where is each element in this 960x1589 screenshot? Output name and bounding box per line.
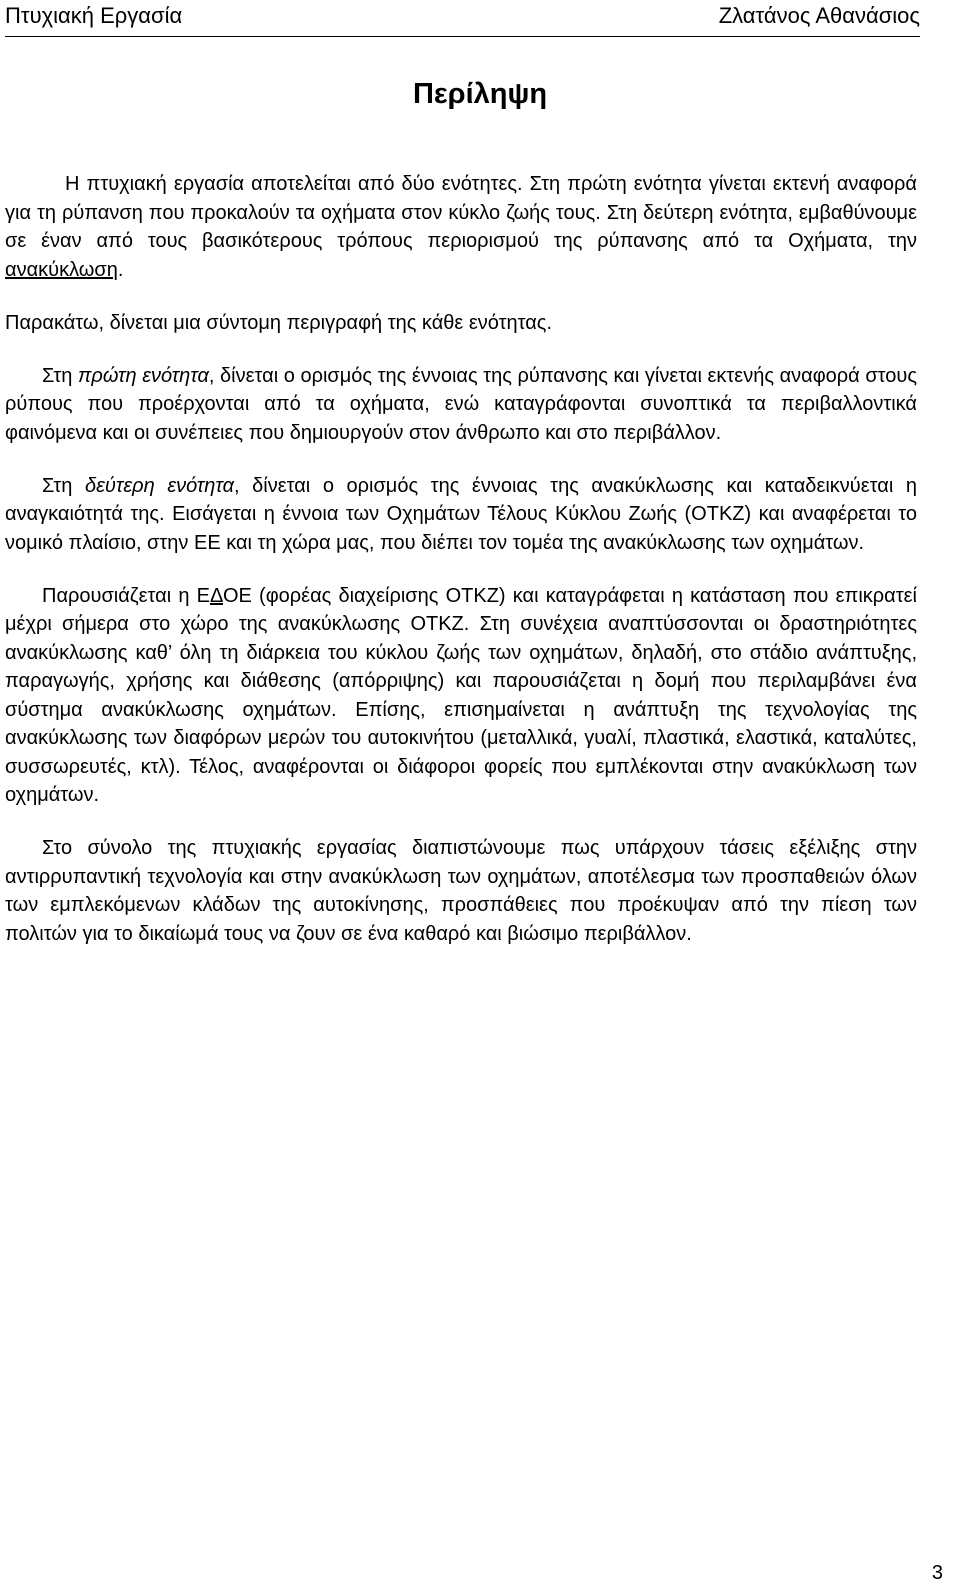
header-author: Ζλατάνος Αθανάσιος: [718, 3, 920, 28]
paragraph-overview: Παρακάτω, δίνεται μια σύντομη περιγραφή της κάθε ενότητας.: [5, 311, 553, 334]
abstract-body: [5, 170, 917, 948]
underlined-letter: Δ: [210, 584, 223, 607]
running-header: [5, 0, 920, 37]
paragraph-section-one: Στη πρώτη ενότητα, δίνεται ο ορισμός της έννοιας της ρύπανσης και γίνεται εκτενής αναφορά στους ρύπους που προέρχονται από τα οχήματα, ενώ καταγράφονται συνοπτικά τα περιβαλλοντικά φαινόμενα και οι συνέπειες που δημιουργούν στον άνθρωπο και στο περιβάλλον.: [5, 364, 917, 444]
paragraph-edoe: Παρουσιάζεται η ΕΔΟΕ (φορέας διαχείρισης ΟΤΚΖ) και καταγράφεται η κατάσταση που επικρατεί μέχρι σήμερα στο χώρο της ανακύκλωσης ΟΤΚΖ. Στη συνέχεια αναπτύσσονται οι δραστηριότητες ανακύκλωσης καθ’ όλη τη διάρκεια του κύκλου ζωής των οχημάτων, δηλαδή, στο στάδιο ανάπτυξης, παραγωγής, χρήσης και διάθεσης (απόρριψης) και παρουσιάζεται η δομή που περιλαμβάνει ένα σύστημα ανακύκλωσης οχημάτων. Επίσης, επισημαίνεται η ανάπτυξη της τεχνολογίας της ανακύκλωσης των διαφόρων μερών του αυτοκινήτου (μεταλλικά, γυαλί, πλαστικά, ελαστικά, καταλύτες, συσσωρευτές, κτλ). Τέλος, αναφέρονται οι διάφοροι φορείς που εμπλέκονται στην ανακύκλωση των οχημάτων.: [5, 584, 917, 806]
emphasis-first-section: πρώτη ενότητα: [78, 364, 209, 387]
header-left-title: Πτυχιακή Εργασία: [5, 3, 183, 28]
page-number: 3: [931, 1562, 943, 1584]
page-title: Περίληψη: [412, 78, 548, 110]
paragraph-intro: Η πτυχιακή εργασία αποτελείται από δύο ενότητες. Στη πρώτη ενότητα γίνεται εκτενή αναφορά για τη ρύπανση που προκαλούν τα οχήματα στον κύκλο ζωής τους. Στη δεύτερη ενότητα, εμβαθύνουμε σε έναν από τους βασικότερους τρόπους περιορισμού της ρύπανσης από τα Οχήματα, την ανακύκλωση.: [5, 173, 917, 281]
recycling-link[interactable]: ανακύκλωση: [5, 258, 118, 281]
paragraph-section-two: Στη δεύτερη ενότητα, δίνεται ο ορισμός της έννοιας της ανακύκλωσης και καταδεικνύεται η αναγκαιότητά της. Εισάγεται η έννοια των Οχημάτων Τέλους Κύκλου Ζωής (ΟΤΚΖ) και αναφέρεται το νομικό πλαίσιο, στην ΕΕ και τη χώρα μας, που διέπει τον τομέα της ανακύκλωσης των οχημάτων.: [5, 474, 917, 554]
paragraph-conclusion: Στο σύνολο της πτυχιακής εργασίας διαπιστώνουμε πως υπάρχουν τάσεις εξέλιξης στην αντιρρυπαντική τεχνολογία και στην ανακύκλωση των οχημάτων, αποτέλεσμα των προσπαθειών όλων των εμπλεκόμενων κλάδων της αυτοκίνησης, προσπάθειες που προέκυψαν από την πίεση των πολιτών για το δικαίωμά τους να ζουν σε ένα καθαρό και βιώσιμο περιβάλλον.: [5, 837, 917, 945]
emphasis-second-section: δεύτερη ενότητα: [85, 474, 234, 497]
